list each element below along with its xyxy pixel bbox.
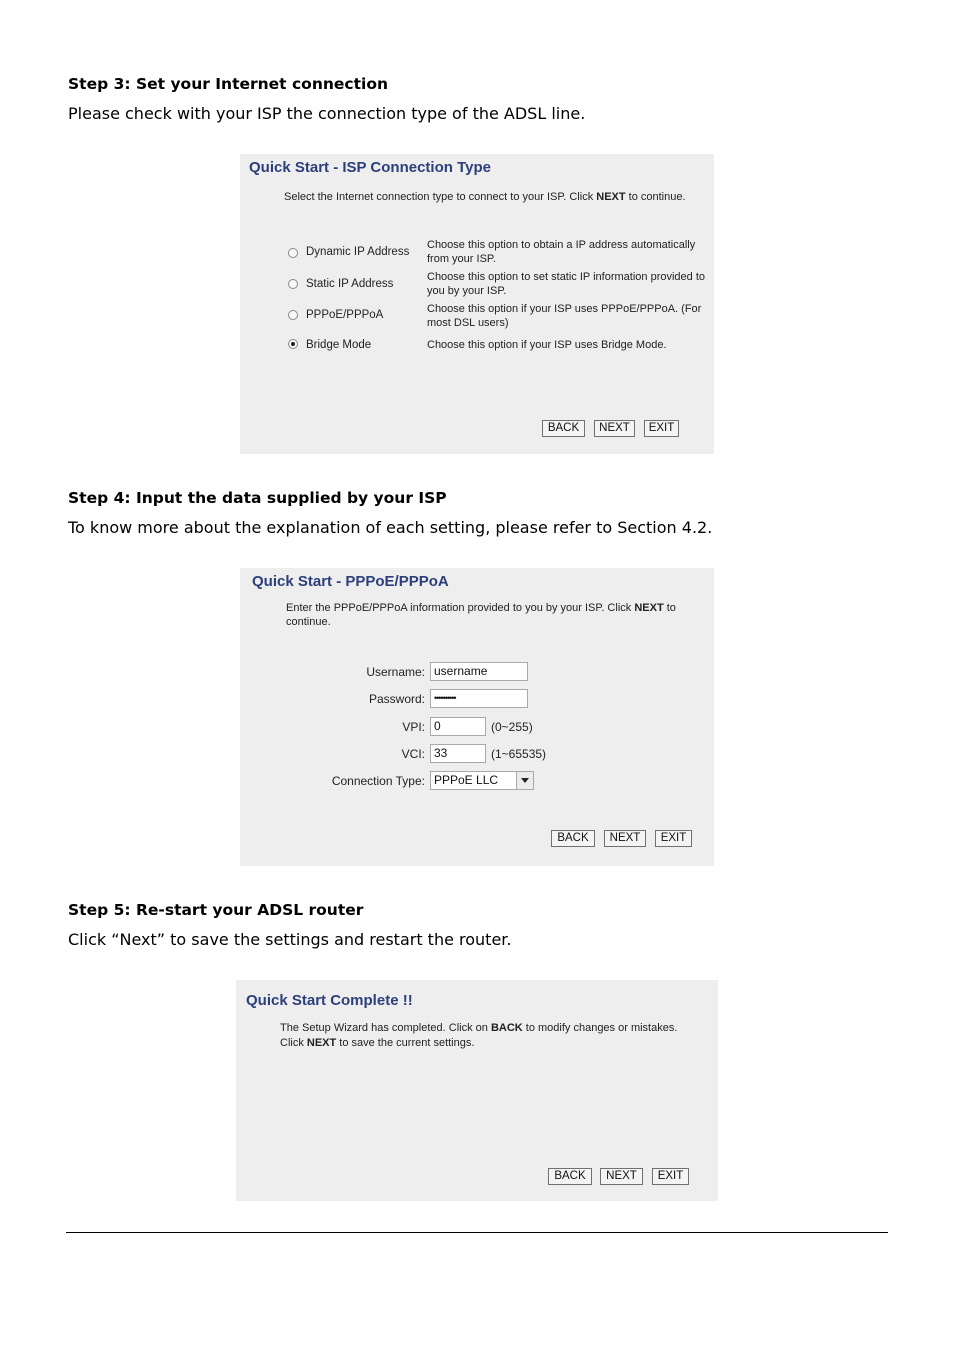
pppoe-panel xyxy=(240,568,714,866)
password-input[interactable]: •••••••••• xyxy=(430,689,528,708)
step-4-heading: Step 4: Input the data supplied by your ISP xyxy=(68,489,447,507)
dynamic-ip-radio[interactable] xyxy=(288,248,298,258)
vci-range-hint: (1~65535) xyxy=(491,747,547,761)
back-button[interactable]: BACK xyxy=(542,420,585,437)
dynamic-ip-desc: Choose this option to obtain a IP address automatically from your ISP. xyxy=(427,239,696,265)
pppoe-desc: Choose this option if your ISP uses PPPoE/PPPoA. (For most DSL users) xyxy=(427,303,702,329)
panel-title: Quick Start - ISP Connection Type xyxy=(249,159,491,176)
panel-title: Quick Start - PPPoE/PPPoA xyxy=(252,573,449,590)
exit-button[interactable]: EXIT xyxy=(652,1168,689,1185)
panel-description: Select the Internet connection type to connect to your ISP. Click NEXT to continue. xyxy=(284,191,686,203)
exit-button[interactable]: EXIT xyxy=(655,830,692,847)
password-label: Password: xyxy=(368,692,425,706)
option-pppoe[interactable] xyxy=(240,302,714,334)
static-ip-desc: Choose this option to set static IP information provided to you by your ISP. xyxy=(427,271,706,297)
step-5-text: Click “Next” to save the settings and restart the router. xyxy=(68,930,512,949)
back-button[interactable]: BACK xyxy=(551,830,595,847)
bridge-mode-label: Bridge Mode xyxy=(306,339,372,351)
back-button[interactable]: BACK xyxy=(548,1168,592,1185)
chevron-down-icon[interactable] xyxy=(516,772,533,789)
static-ip-radio[interactable] xyxy=(288,279,298,289)
next-button[interactable]: NEXT xyxy=(600,1168,643,1185)
option-bridge-mode[interactable] xyxy=(240,338,714,370)
description-line-2: Click NEXT to save the current settings. xyxy=(280,1037,475,1049)
connection-type-label: Connection Type: xyxy=(331,774,425,788)
username-label: Username: xyxy=(366,665,425,679)
panel-description xyxy=(280,1021,710,1051)
step-5-heading: Step 5: Re-start your ADSL router xyxy=(68,901,364,919)
panel-description: Enter the PPPoE/PPPoA information provided to you by your ISP. Click NEXT to continue. xyxy=(286,602,676,628)
next-button[interactable]: NEXT xyxy=(604,830,646,847)
option-dynamic-ip[interactable] xyxy=(240,238,714,270)
description-line-1: The Setup Wizard has completed. Click on BACK to modify changes or mistakes. xyxy=(280,1022,678,1034)
username-input[interactable]: username xyxy=(430,662,528,681)
quick-start-complete-panel xyxy=(236,980,718,1201)
step-3-text: Please check with your ISP the connection type of the ADSL line. xyxy=(68,104,586,123)
bridge-mode-desc: Choose this option if your ISP uses Bridge Mode. xyxy=(427,339,667,351)
footer-divider xyxy=(66,1232,888,1233)
isp-connection-panel xyxy=(240,154,714,454)
pppoe-label: PPPoE/PPPoA xyxy=(306,309,384,321)
bridge-mode-radio[interactable] xyxy=(288,339,298,349)
next-button[interactable]: NEXT xyxy=(594,420,635,437)
pppoe-radio[interactable] xyxy=(288,310,298,320)
vpi-label: VPI: xyxy=(402,720,425,734)
vpi-range-hint: (0~255) xyxy=(491,720,533,734)
static-ip-label: Static IP Address xyxy=(306,278,394,290)
vci-label: VCI: xyxy=(401,747,425,761)
panel-title: Quick Start Complete !! xyxy=(246,992,413,1009)
connection-type-select[interactable] xyxy=(430,771,534,790)
vpi-input[interactable]: 0 xyxy=(430,717,486,736)
vci-input[interactable]: 33 xyxy=(430,744,486,763)
step-4-text: To know more about the explanation of each setting, please refer to Section 4.2. xyxy=(68,518,713,537)
exit-button[interactable]: EXIT xyxy=(644,420,679,437)
connection-type-value: PPPoE LLC xyxy=(434,773,499,787)
dynamic-ip-label: Dynamic IP Address xyxy=(306,246,410,258)
step-3-heading: Step 3: Set your Internet connection xyxy=(68,75,388,93)
option-static-ip[interactable] xyxy=(240,270,714,302)
